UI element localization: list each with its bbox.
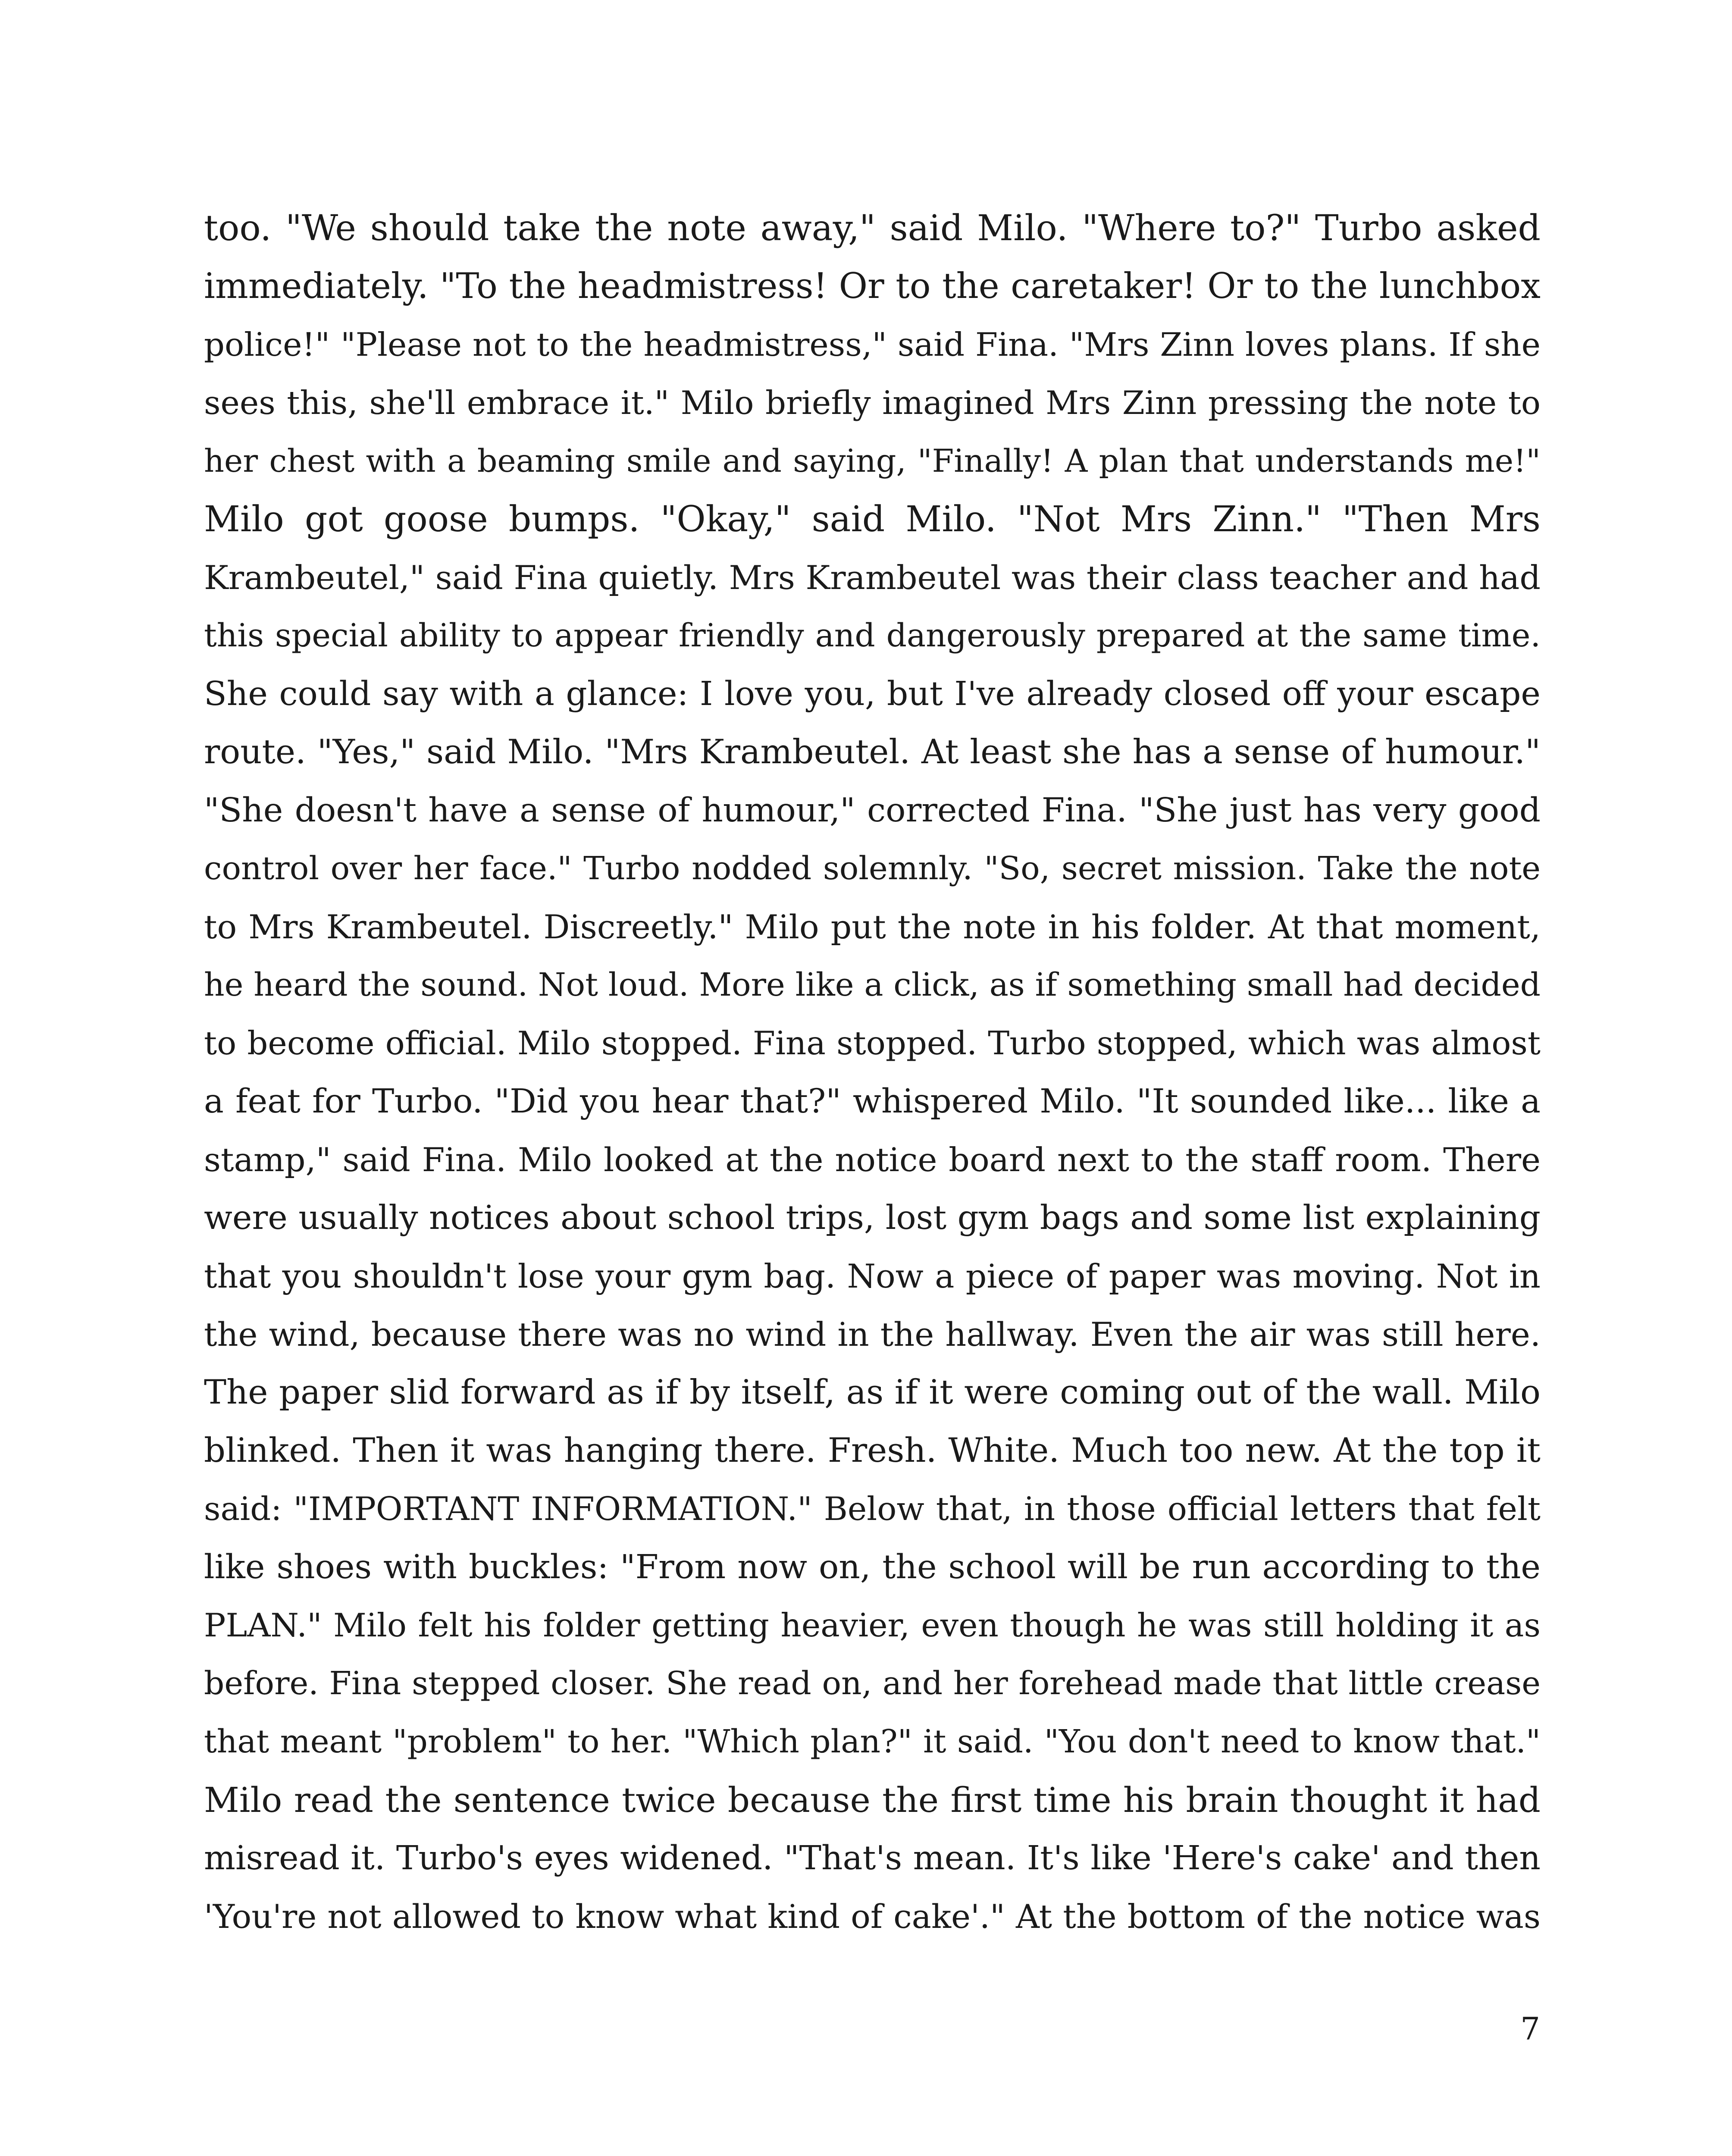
text-line: he heard the sound. Not loud. More like a click, as if something small had decided [204,966,1541,1003]
text-line: police!" "Please not to the headmistress," said Fina. "Mrs Zinn loves plans. If she [204,326,1541,364]
text-line: "She doesn't have a sense of humour," corrected Fina. "She just has very good [204,791,1541,830]
text-line: to Mrs Krambeutel. Discreetly." Milo put the note in his folder. At that moment, [204,908,1541,946]
text-line: Milo read the sentence twice because the first time his brain thought it had [204,1780,1541,1820]
text-line: like shoes with buckles: "From now on, the school will be run according to the [204,1548,1541,1586]
text-line: that meant "problem" to her. "Which plan?" it said. "You don't need to know that." [204,1723,1541,1760]
text-line: route. "Yes," said Milo. "Mrs Krambeutel. At least she has a sense of humour." [204,733,1541,771]
text-line: this special ability to appear friendly and dangerously prepared at the same time. [204,617,1541,654]
text-line: stamp," said Fina. Milo looked at the notice board next to the staff room. There [204,1141,1541,1179]
text-line: PLAN." Milo felt his folder getting heavier, even though he was still holding it as [204,1606,1541,1644]
text-line: misread it. Turbo's eyes widened. "That's mean. It's like 'Here's cake' and then [204,1839,1541,1877]
text-line: were usually notices about school trips, lost gym bags and some list explaining [204,1199,1541,1237]
text-line: She could say with a glance: I love you, but I've already closed off your escape [204,675,1541,713]
text-line: to become official. Milo stopped. Fina stopped. Turbo stopped, which was almost [204,1024,1541,1062]
page-number: 7 [1520,2011,1540,2047]
text-line: The paper slid forward as if by itself, as if it were coming out of the wall. Milo [204,1373,1541,1412]
text-line: the wind, because there was no wind in the hallway. Even the air was still here. [204,1315,1541,1354]
text-line: that you shouldn't lose your gym bag. Now a piece of paper was moving. Not in [204,1257,1541,1295]
text-line: immediately. "To the headmistress! Or to the caretaker! Or to the lunchbox [204,266,1541,307]
text-line: sees this, she'll embrace it." Milo briefly imagined Mrs Zinn pressing the note to [204,384,1541,422]
text-line: control over her face." Turbo nodded solemnly. "So, secret mission. Take the note [204,850,1541,887]
text-line: blinked. Then it was hanging there. Fresh. White. Much too new. At the top it [204,1431,1541,1470]
text-line: too. "We should take the note away," said Milo. "Where to?" Turbo asked [204,208,1541,249]
text-line: Milo got goose bumps. "Okay," said Milo. "Not Mrs Zinn." "Then Mrs [204,499,1541,540]
text-line: a feat for Turbo. "Did you hear that?" whispered Milo. "It sounded like... like a [204,1082,1541,1121]
text-line: said: "IMPORTANT INFORMATION." Below that, in those official letters that felt [204,1490,1541,1528]
text-line: Krambeutel," said Fina quietly. Mrs Krambeutel was their class teacher and had [204,558,1541,597]
text-line: before. Fina stepped closer. She read on, and her forehead made that little crease [204,1665,1541,1702]
text-line: 'You're not allowed to know what kind of cake'." At the bottom of the notice was [204,1897,1541,1936]
body-text [204,199,1541,1946]
text-line: her chest with a beaming smile and saying, "Finally! A plan that understands me!" [204,443,1541,479]
